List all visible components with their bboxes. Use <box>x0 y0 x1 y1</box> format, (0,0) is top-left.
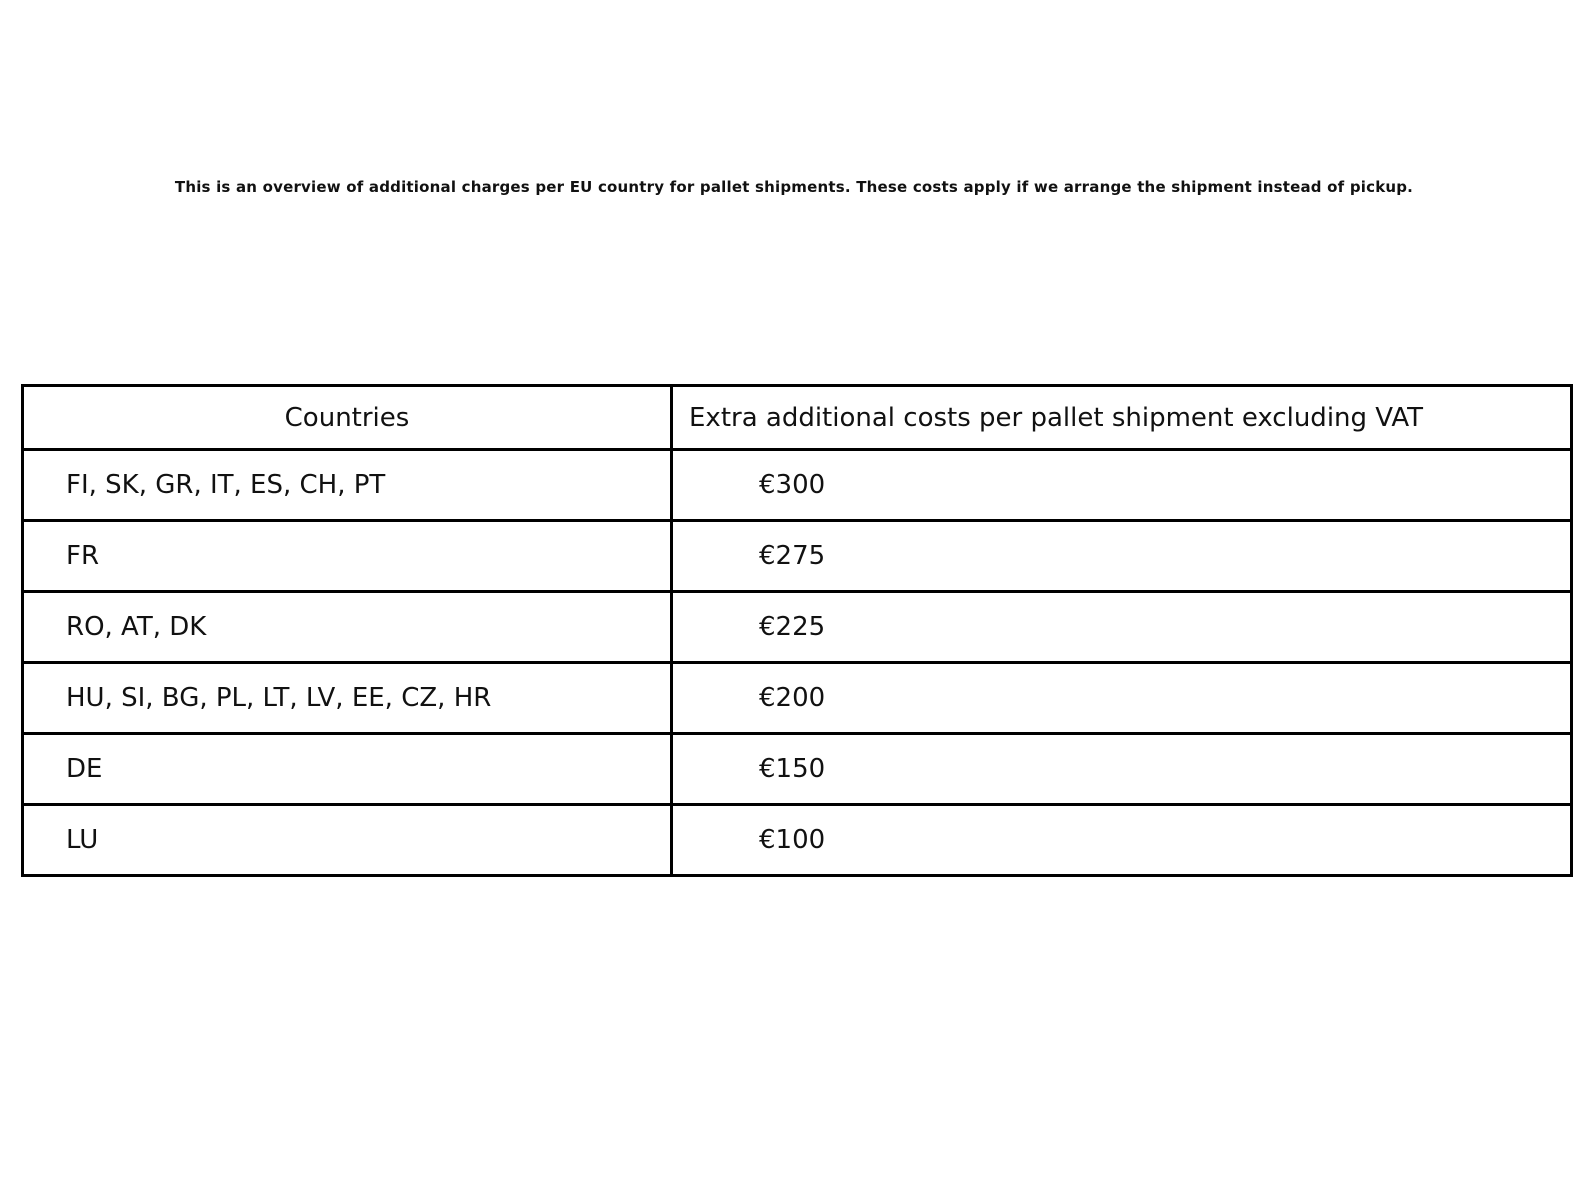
table-row <box>23 450 1572 521</box>
countries-cell: FR <box>23 521 672 592</box>
intro-text: This is an overview of additional charges per EU country for pallet shipments. These costs apply if we arrange the shipment instead of pickup. <box>174 178 1414 196</box>
table-row <box>23 663 1572 734</box>
table-row <box>23 805 1572 876</box>
cost-cell: €225 <box>672 592 1572 663</box>
table-header-row <box>23 386 1572 450</box>
header-cell-cost: Extra additional costs per pallet shipment excluding VAT <box>672 386 1572 450</box>
table-row <box>23 734 1572 805</box>
countries-cell: LU <box>23 805 672 876</box>
countries-cell: DE <box>23 734 672 805</box>
cost-cell: €300 <box>672 450 1572 521</box>
header-cell-countries: Countries <box>23 386 672 450</box>
charges-table <box>21 384 1573 877</box>
table-row <box>23 521 1572 592</box>
table-row <box>23 592 1572 663</box>
cost-cell: €150 <box>672 734 1572 805</box>
cost-cell: €275 <box>672 521 1572 592</box>
cost-cell: €200 <box>672 663 1572 734</box>
countries-cell: HU, SI, BG, PL, LT, LV, EE, CZ, HR <box>23 663 672 734</box>
countries-cell: RO, AT, DK <box>23 592 672 663</box>
countries-cell: FI, SK, GR, IT, ES, CH, PT <box>23 450 672 521</box>
cost-cell: €100 <box>672 805 1572 876</box>
